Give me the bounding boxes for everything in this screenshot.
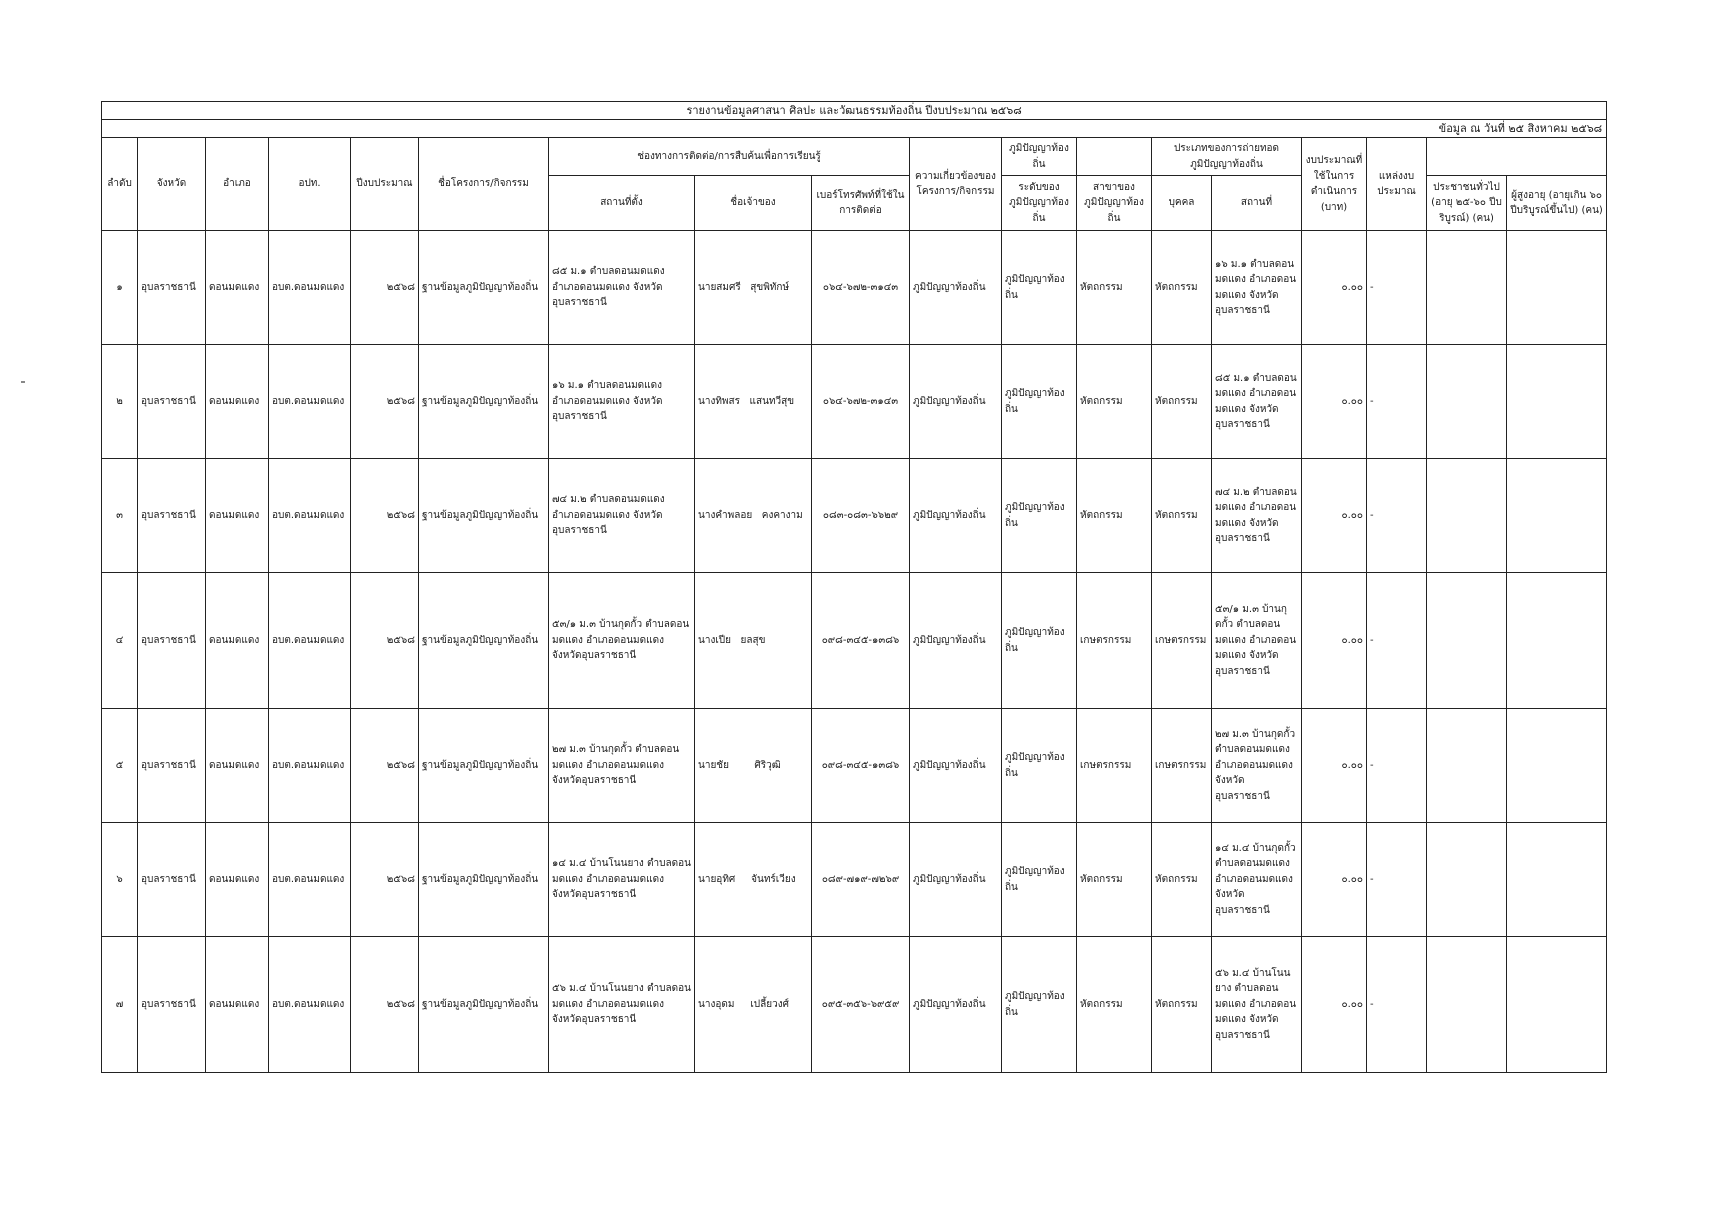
table-row	[102, 231, 1607, 345]
cell-district: ดอนมดแดง	[206, 459, 269, 573]
cell-no: ๕	[102, 709, 138, 823]
cell-owner: นางเปีย ยลสุข	[695, 573, 812, 709]
cell-wisdom-level: ภูมิปัญญาท้องถิ่น	[1002, 823, 1077, 937]
cell-location: ๑๔ ม.๔ บ้านโนนยาง ตำบลดอนมดแดง อำเภอดอนมดแดง จังหวัดอุบลราชธานี	[549, 823, 695, 937]
header-elderly: ผู้สูงอายุ (อายุเกิน ๖๐ ปีบริบูรณ์ขึ้นไป) (คน)	[1507, 176, 1607, 231]
header-transfer-group: ประเภทของการถ่ายทอดภูมิปัญญาท้องถิ่น	[1152, 138, 1302, 176]
header-participants-blank	[1427, 138, 1607, 176]
cell-location: ๒๗ ม.๓ บ้านกุดกั้ว ตำบลดอนมดแดง อำเภอดอนมดแดง จังหวัดอุบลราชธานี	[549, 709, 695, 823]
header-general-public: ประชาชนทั่วไป (อายุ ๒๕-๖๐ ปีบริบูรณ์) (คน)	[1427, 176, 1507, 231]
header-lao: อปท.	[269, 138, 351, 231]
cell-budget: ๐.๐๐	[1302, 709, 1367, 823]
cell-fiscal-year: ๒๕๖๘	[351, 823, 419, 937]
cell-location: ๕๓/๑ ม.๓ บ้านกุดกั้ว ตำบลดอนมดแดง อำเภอดอนมดแดง จังหวัดอุบลราชธานี	[549, 573, 695, 709]
cell-relevance: ภูมิปัญญาท้องถิ่น	[910, 709, 1002, 823]
cell-source: -	[1367, 823, 1427, 937]
table-row	[102, 459, 1607, 573]
cell-general-public	[1427, 937, 1507, 1073]
cell-elderly	[1507, 937, 1607, 1073]
header-project: ชื่อโครงการ/กิจกรรม	[419, 138, 549, 231]
cell-phone: ๐๖๔-๖๗๒-๓๑๔๓	[812, 345, 910, 459]
table-row	[102, 573, 1607, 709]
cell-no: ๓	[102, 459, 138, 573]
cell-owner: นายอุทิศ จันทร์เวียง	[695, 823, 812, 937]
cell-elderly	[1507, 709, 1607, 823]
cell-elderly	[1507, 459, 1607, 573]
cell-province: อุบลราชธานี	[138, 823, 206, 937]
cell-elderly	[1507, 231, 1607, 345]
cell-wisdom-branch: หัตถกรรม	[1077, 459, 1152, 573]
cell-wisdom-level: ภูมิปัญญาท้องถิ่น	[1002, 231, 1077, 345]
cell-elderly	[1507, 823, 1607, 937]
cell-wisdom-branch: หัตถกรรม	[1077, 345, 1152, 459]
cell-budget: ๐.๐๐	[1302, 231, 1367, 345]
cell-place: ๑๖ ม.๑ ตำบลดอนมดแดง อำเภอดอนมดแดง จังหวัดอุบลราชธานี	[1212, 231, 1302, 345]
cell-owner: นายสมศรี สุขพิทักษ์	[695, 231, 812, 345]
cell-relevance: ภูมิปัญญาท้องถิ่น	[910, 937, 1002, 1073]
cell-phone: ๐๖๔-๖๗๒-๓๑๔๓	[812, 231, 910, 345]
cell-source: -	[1367, 345, 1427, 459]
cell-phone: ๐๘๙-๗๑๙-๗๒๖๙	[812, 823, 910, 937]
cell-project: ฐานข้อมูลภูมิปัญญาท้องถิ่น	[419, 231, 549, 345]
cell-relevance: ภูมิปัญญาท้องถิ่น	[910, 573, 1002, 709]
cell-person: หัตถกรรม	[1152, 231, 1212, 345]
cell-wisdom-branch: หัตถกรรม	[1077, 231, 1152, 345]
header-province: จังหวัด	[138, 138, 206, 231]
header-person: บุคคล	[1152, 176, 1212, 231]
cell-wisdom-level: ภูมิปัญญาท้องถิ่น	[1002, 709, 1077, 823]
cell-fiscal-year: ๒๕๖๘	[351, 573, 419, 709]
cell-no: ๗	[102, 937, 138, 1073]
cell-wisdom-branch: หัตถกรรม	[1077, 823, 1152, 937]
cell-district: ดอนมดแดง	[206, 231, 269, 345]
header-source: แหล่งงบประมาณ	[1367, 138, 1427, 231]
header-phone: เบอร์โทรศัพท์ที่ใช้ในการติดต่อ	[812, 176, 910, 231]
cell-location: ๘๕ ม.๑ ตำบลดอนมดแดง อำเภอดอนมดแดง จังหวัดอุบลราชธานี	[549, 231, 695, 345]
cell-wisdom-level: ภูมิปัญญาท้องถิ่น	[1002, 937, 1077, 1073]
cell-fiscal-year: ๒๕๖๘	[351, 709, 419, 823]
cell-district: ดอนมดแดง	[206, 709, 269, 823]
table-row	[102, 709, 1607, 823]
header-relevance: ความเกี่ยวข้องของโครงการ/กิจกรรม	[910, 138, 1002, 231]
cell-phone: ๐๘๓-๐๘๓-๖๖๒๙	[812, 459, 910, 573]
cell-elderly	[1507, 345, 1607, 459]
cell-person: หัตถกรรม	[1152, 459, 1212, 573]
cell-province: อุบลราชธานี	[138, 709, 206, 823]
cell-no: ๔	[102, 573, 138, 709]
report-sheet	[101, 101, 1606, 1073]
cell-budget: ๐.๐๐	[1302, 345, 1367, 459]
cell-owner: นางคำพลอย คงคางาม	[695, 459, 812, 573]
cell-district: ดอนมดแดง	[206, 823, 269, 937]
cell-no: ๑	[102, 231, 138, 345]
cell-province: อุบลราชธานี	[138, 231, 206, 345]
cell-wisdom-branch: หัตถกรรม	[1077, 937, 1152, 1073]
cell-province: อุบลราชธานี	[138, 937, 206, 1073]
cell-phone: ๐๙๕-๓๕๖-๖๙๕๙	[812, 937, 910, 1073]
cell-place: ๑๔ ม.๔ บ้านกุดกั้ว ตำบลดอนมดแดง อำเภอดอนมดแดง จังหวัดอุบลราชธานี	[1212, 823, 1302, 937]
cell-no: ๖	[102, 823, 138, 937]
cell-project: ฐานข้อมูลภูมิปัญญาท้องถิ่น	[419, 823, 549, 937]
cell-source: -	[1367, 709, 1427, 823]
cell-lao: อบต.ดอนมดแดง	[269, 823, 351, 937]
header-budget: งบประมาณที่ใช้ในการดำเนินการ (บาท)	[1302, 138, 1367, 231]
cell-budget: ๐.๐๐	[1302, 937, 1367, 1073]
cell-wisdom-level: ภูมิปัญญาท้องถิ่น	[1002, 345, 1077, 459]
header-location: สถานที่ตั้ง	[549, 176, 695, 231]
cell-lao: อบต.ดอนมดแดง	[269, 573, 351, 709]
header-fiscal-year: ปีงบประมาณ	[351, 138, 419, 231]
cell-project: ฐานข้อมูลภูมิปัญญาท้องถิ่น	[419, 345, 549, 459]
cell-place: ๒๗ ม.๓ บ้านกุดกั้ว ตำบลดอนมดแดง อำเภอดอนมดแดง จังหวัดอุบลราชธานี	[1212, 709, 1302, 823]
header-channel-group: ช่องทางการติดต่อ/การสืบค้นเพื่อการเรียนรู้	[549, 138, 910, 176]
cell-source: -	[1367, 937, 1427, 1073]
header-wisdom-level: ระดับของภูมิปัญญาท้องถิ่น	[1002, 176, 1077, 231]
cell-fiscal-year: ๒๕๖๘	[351, 459, 419, 573]
cell-lao: อบต.ดอนมดแดง	[269, 937, 351, 1073]
cell-source: -	[1367, 231, 1427, 345]
cell-person: เกษตรกรรม	[1152, 573, 1212, 709]
cell-budget: ๐.๐๐	[1302, 573, 1367, 709]
cell-relevance: ภูมิปัญญาท้องถิ่น	[910, 459, 1002, 573]
cell-person: หัตถกรรม	[1152, 937, 1212, 1073]
cell-relevance: ภูมิปัญญาท้องถิ่น	[910, 231, 1002, 345]
table-row	[102, 823, 1607, 937]
cell-fiscal-year: ๒๕๖๘	[351, 231, 419, 345]
header-blank	[1077, 138, 1152, 176]
cell-source: -	[1367, 573, 1427, 709]
cell-wisdom-level: ภูมิปัญญาท้องถิ่น	[1002, 573, 1077, 709]
report-date: ข้อมูล ณ วันที่ ๒๕ สิงหาคม ๒๕๖๘	[102, 120, 1607, 138]
cell-elderly	[1507, 573, 1607, 709]
cell-phone: ๐๙๘-๓๔๕-๑๓๘๖	[812, 573, 910, 709]
cell-place: ๗๔ ม.๒ ตำบลดอนมดแดง อำเภอดอนมดแดง จังหวัดอุบลราชธานี	[1212, 459, 1302, 573]
cell-lao: อบต.ดอนมดแดง	[269, 459, 351, 573]
cell-fiscal-year: ๒๕๖๘	[351, 937, 419, 1073]
cell-place: ๕๖ ม.๔ บ้านโนนยาง ตำบลดอนมดแดง อำเภอดอนมดแดง จังหวัดอุบลราชธานี	[1212, 937, 1302, 1073]
cell-general-public	[1427, 345, 1507, 459]
cell-lao: อบต.ดอนมดแดง	[269, 231, 351, 345]
cell-budget: ๐.๐๐	[1302, 459, 1367, 573]
cell-relevance: ภูมิปัญญาท้องถิ่น	[910, 345, 1002, 459]
cell-lao: อบต.ดอนมดแดง	[269, 345, 351, 459]
header-wisdom-group: ภูมิปัญญาท้องถิ่น	[1002, 138, 1077, 176]
cell-wisdom-branch: เกษตรกรรม	[1077, 709, 1152, 823]
cell-wisdom-level: ภูมิปัญญาท้องถิ่น	[1002, 459, 1077, 573]
cell-fiscal-year: ๒๕๖๘	[351, 345, 419, 459]
cell-wisdom-branch: เกษตรกรรม	[1077, 573, 1152, 709]
header-place: สถานที่	[1212, 176, 1302, 231]
cell-province: อุบลราชธานี	[138, 345, 206, 459]
cell-district: ดอนมดแดง	[206, 937, 269, 1073]
cell-general-public	[1427, 231, 1507, 345]
cell-lao: อบต.ดอนมดแดง	[269, 709, 351, 823]
cell-project: ฐานข้อมูลภูมิปัญญาท้องถิ่น	[419, 709, 549, 823]
cell-project: ฐานข้อมูลภูมิปัญญาท้องถิ่น	[419, 573, 549, 709]
cell-location: ๕๖ ม.๔ บ้านโนนยาง ตำบลดอนมดแดง อำเภอดอนมดแดง จังหวัดอุบลราชธานี	[549, 937, 695, 1073]
cell-no: ๒	[102, 345, 138, 459]
table-row	[102, 937, 1607, 1073]
cell-general-public	[1427, 823, 1507, 937]
cell-person: หัตถกรรม	[1152, 823, 1212, 937]
cell-location: ๗๔ ม.๒ ตำบลดอนมดแดง อำเภอดอนมดแดง จังหวัดอุบลราชธานี	[549, 459, 695, 573]
cell-district: ดอนมดแดง	[206, 345, 269, 459]
cell-owner: นางทิพสร แสนทวีสุข	[695, 345, 812, 459]
header-no: ลำดับ	[102, 138, 138, 231]
cell-general-public	[1427, 709, 1507, 823]
cell-project: ฐานข้อมูลภูมิปัญญาท้องถิ่น	[419, 937, 549, 1073]
header-wisdom-branch: สาขาของภูมิปัญญาท้องถิ่น	[1077, 176, 1152, 231]
cell-general-public	[1427, 573, 1507, 709]
cell-owner: นายชัย ศิริวุฒิ	[695, 709, 812, 823]
header-owner: ชื่อเจ้าของ	[695, 176, 812, 231]
cell-person: เกษตรกรรม	[1152, 709, 1212, 823]
cell-district: ดอนมดแดง	[206, 573, 269, 709]
cell-phone: ๐๙๘-๓๔๕-๑๓๘๖	[812, 709, 910, 823]
table-row	[102, 345, 1607, 459]
cell-source: -	[1367, 459, 1427, 573]
scan-speck	[21, 381, 25, 383]
report-table	[101, 101, 1607, 1073]
cell-place: ๘๕ ม.๑ ตำบลดอนมดแดง อำเภอดอนมดแดง จังหวัดอุบลราชธานี	[1212, 345, 1302, 459]
cell-person: หัตถกรรม	[1152, 345, 1212, 459]
cell-budget: ๐.๐๐	[1302, 823, 1367, 937]
cell-province: อุบลราชธานี	[138, 459, 206, 573]
cell-location: ๑๖ ม.๑ ตำบลดอนมดแดง อำเภอดอนมดแดง จังหวัดอุบลราชธานี	[549, 345, 695, 459]
cell-province: อุบลราชธานี	[138, 573, 206, 709]
cell-relevance: ภูมิปัญญาท้องถิ่น	[910, 823, 1002, 937]
cell-project: ฐานข้อมูลภูมิปัญญาท้องถิ่น	[419, 459, 549, 573]
header-district: อำเภอ	[206, 138, 269, 231]
cell-owner: นางอุดม เปลี้ยวงศ์	[695, 937, 812, 1073]
report-title: รายงานข้อมูลศาสนา ศิลปะ และวัฒนธรรมท้องถิ่น ปีงบประมาณ ๒๕๖๘	[102, 102, 1607, 120]
cell-general-public	[1427, 459, 1507, 573]
cell-place: ๕๓/๑ ม.๓ บ้านกุดกั้ว ตำบลดอนมดแดง อำเภอดอนมดแดง จังหวัดอุบลราชธานี	[1212, 573, 1302, 709]
